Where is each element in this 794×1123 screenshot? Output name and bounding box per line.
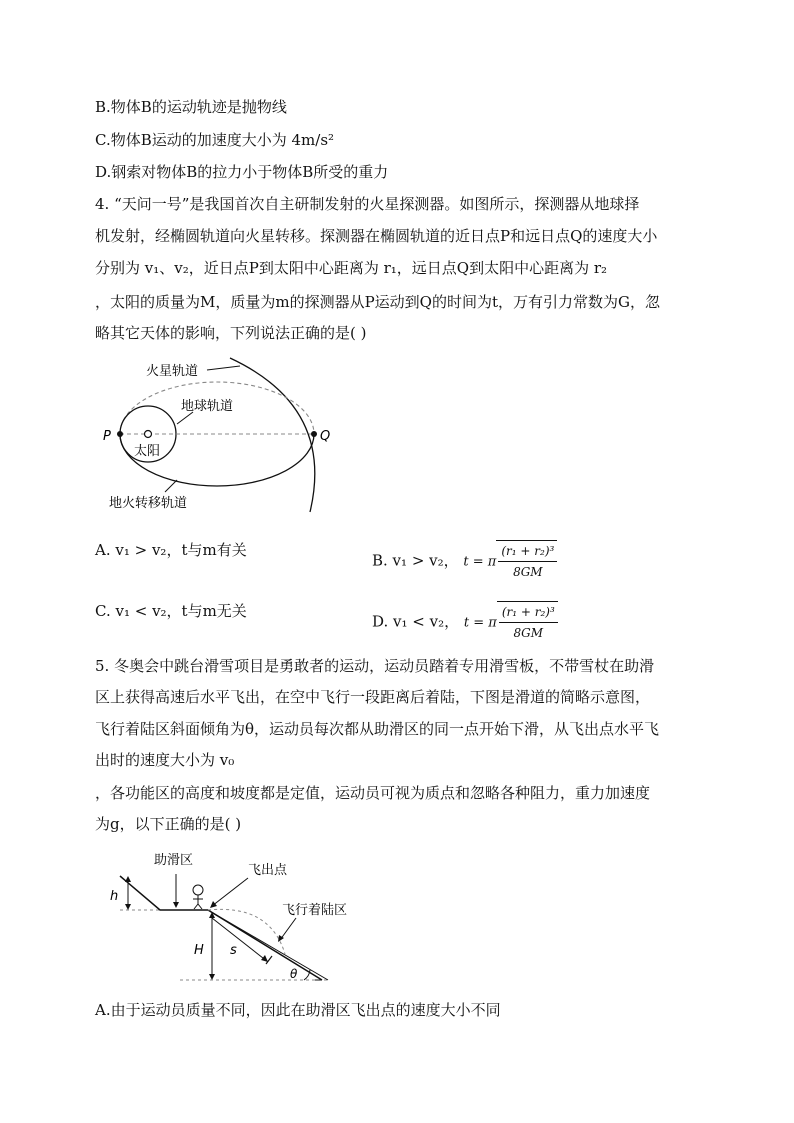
- q4-option-d-sqrt: [497, 601, 558, 643]
- point-q: [311, 431, 317, 437]
- q3-option-c: C.物体B运动的加速度大小为 4m/s²: [95, 131, 335, 149]
- label-h: h: [110, 889, 119, 904]
- label-approach: 助滑区: [154, 853, 194, 868]
- q5-ski-jump-diagram: [100, 842, 370, 992]
- q4-option-b-sqrt: [496, 540, 557, 582]
- q4-option-a: A. v₁ > v₂，t与m有关: [95, 541, 247, 559]
- q4-stem-line-1: 4. “天问一号”是我国首次自主研制发射的火星探测器。如图所示，探测器从地球择: [95, 195, 640, 213]
- sun-icon: [145, 431, 152, 438]
- q5-stem-line-2: 区上获得高速后水平飞出，在空中飞行一段距离后着陆，下图是滑道的简略示意图，: [95, 688, 651, 706]
- q4-stem-line-3: 分别为 v₁、v₂，近日点P到太阳中心距离为 r₁，远日点Q到太阳中心距离为 r₂: [95, 259, 608, 277]
- label-landing: 飞行着陆区: [282, 903, 348, 918]
- q4-option-b-formula-lhs: t = π: [463, 554, 497, 570]
- q4-option-d: [372, 601, 558, 643]
- q4-option-b-prefix: B. v₁ > v₂，: [372, 551, 459, 570]
- q4-orbit-diagram: [95, 352, 331, 517]
- q4-stem-line-4: ，太阳的质量为M，质量为m的探测器从P运动到Q的时间为t，万有引力常数为G，忽: [95, 293, 660, 311]
- q3-option-d: D.钢索对物体B的拉力小于物体B所受的重力: [95, 163, 389, 181]
- q4-option-d-prefix: D. v₁ < v₂，: [372, 612, 460, 631]
- q4-option-b-formula-den: 8GM: [513, 565, 543, 579]
- q4-option-d-formula-num: (r₁ + r₂)³: [499, 602, 558, 623]
- trajectory-dashed: [208, 909, 285, 954]
- q5-stem-line-4: 出时的速度大小为 v₀: [95, 751, 235, 769]
- label-mars-orbit: 火星轨道: [146, 364, 199, 379]
- label-theta: θ: [290, 967, 298, 981]
- label-earth-orbit: 地球轨道: [181, 399, 234, 414]
- q4-option-b-formula-num: (r₁ + r₂)³: [498, 541, 557, 562]
- label-p: P: [103, 429, 111, 444]
- label-H: H: [194, 943, 204, 958]
- q5-stem-line-3: 飞行着陆区斜面倾角为θ，运动员每次都从助滑区的同一点开始下滑，从飞出点水平飞: [95, 720, 660, 738]
- label-takeoff: 飞出点: [248, 863, 288, 878]
- q5-stem-line-1: 5. 冬奥会中跳台滑雪项目是勇敢者的运动，运动员踏着专用滑雪板，不带雪杖在助滑: [95, 657, 655, 675]
- label-s: s: [230, 943, 237, 958]
- label-sun: 太阳: [134, 444, 161, 459]
- q3-option-b: B.物体B的运动轨迹是抛物线: [95, 98, 287, 116]
- q5-stem-line-5: ，各功能区的高度和坡度都是定值，运动员可视为质点和忽略各种阻力，重力加速度: [95, 784, 651, 802]
- q5-stem-line-6: 为g，以下正确的是( ): [95, 815, 242, 833]
- q5-option-a: A.由于运动员质量不同，因此在助滑区飞出点的速度大小不同: [95, 1001, 501, 1019]
- mars-orbit-arc: [230, 358, 315, 512]
- label-q: Q: [320, 429, 331, 444]
- point-p: [117, 431, 123, 437]
- q4-option-d-formula-lhs: t = π: [463, 615, 497, 631]
- q4-option-b: [372, 540, 557, 582]
- q4-stem-line-2: 机发射，经椭圆轨道向火星转移。探测器在椭圆轨道的近日点P和远日点Q的速度大小: [95, 227, 658, 245]
- skier-icon: [193, 885, 203, 895]
- q4-stem-line-5: 略其它天体的影响，下列说法正确的是( ): [95, 324, 367, 342]
- ramp-profile: [120, 876, 322, 980]
- q4-option-d-formula-den: 8GM: [513, 626, 544, 640]
- label-transfer-orbit: 地火转移轨道: [109, 496, 188, 511]
- transfer-orbit-lower: [120, 434, 314, 486]
- q4-option-c: C. v₁ < v₂，t与m无关: [95, 602, 247, 620]
